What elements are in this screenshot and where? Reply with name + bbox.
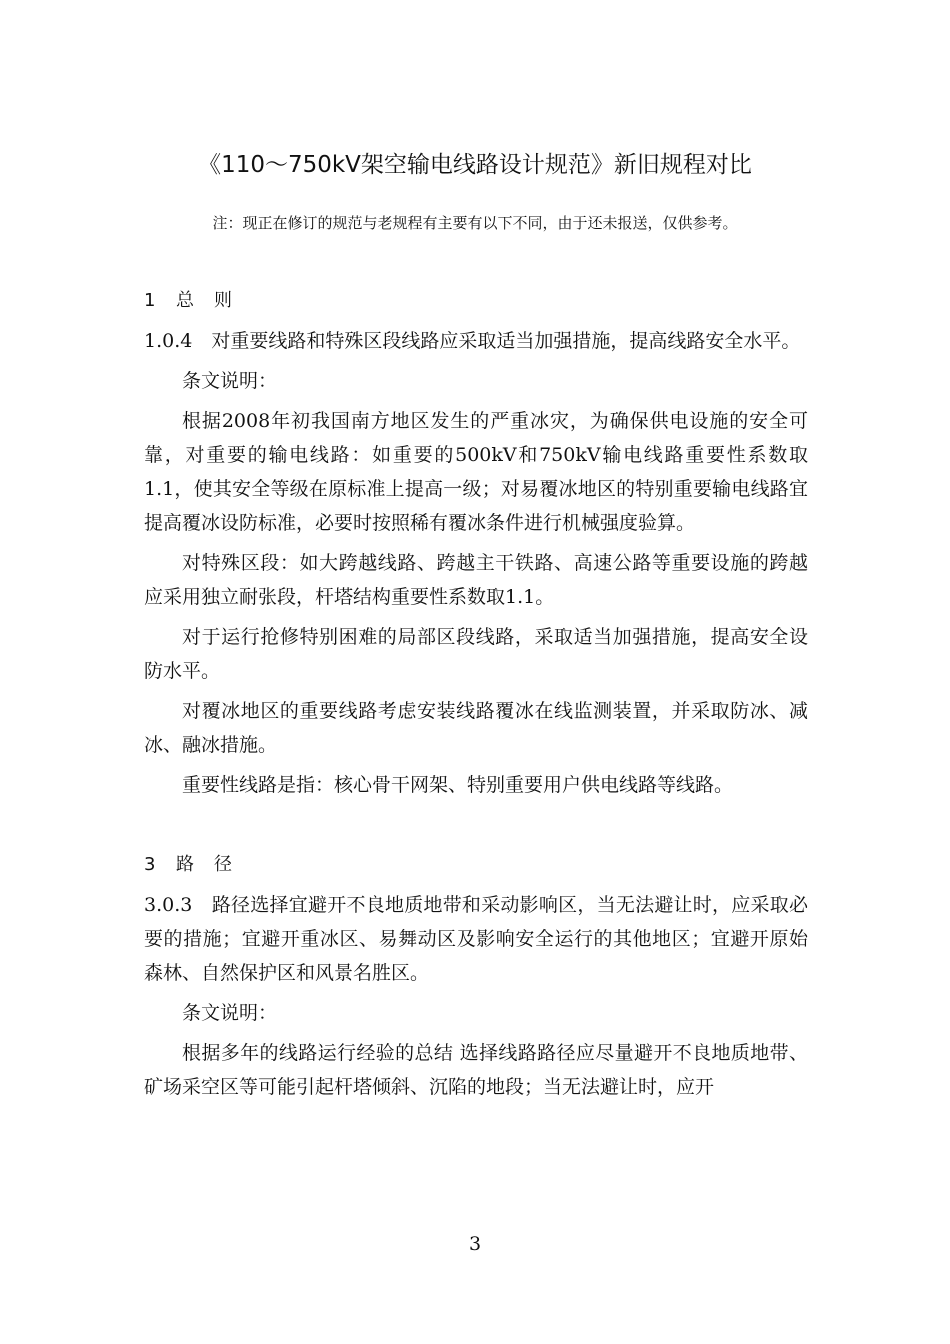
explanation-paragraph: 对特殊区段：如大跨越线路、跨越主干铁路、高速公路等重要设施的跨越应采用独立耐张段，杆塔结构重要性系数取1.1。	[144, 552, 808, 608]
page-number: 3	[468, 1233, 482, 1255]
section-number: 1	[144, 290, 156, 311]
clause-1-0-4: 1.0.4 对重要线路和特殊区段线路应采取适当加强措施，提高线路安全水平。	[144, 330, 801, 352]
section-title-char: 路	[176, 854, 194, 875]
document-note: 注：现正在修订的规范与老规程有主要有以下不同，由于还未报送，仅供参考。	[212, 214, 738, 232]
section-heading-route	[144, 848, 808, 882]
section-number: 3	[144, 854, 156, 875]
document-title: 《110～750kV架空输电线路设计规范》新旧规程对比	[198, 152, 752, 178]
explanation-label: 条文说明：	[182, 370, 278, 392]
explanation-paragraph: 对于运行抢修特别困难的局部区段线路，采取适当加强措施，提高安全设防水平。	[144, 626, 808, 682]
clause-3-0-3: 3.0.3 路径选择宜避开不良地质地带和采动影响区，当无法避让时，应采取必要的措施；宜避开重冰区、易舞动区及影响安全运行的其他地区；宜避开原始森林、自然保护区和风景名胜区。	[144, 894, 808, 984]
explanation-paragraph: 对覆冰地区的重要线路考虑安装线路覆冰在线监测装置，并采取防冰、减冰、融冰措施。	[144, 700, 808, 756]
section-title-char: 径	[214, 854, 232, 875]
explanation-paragraph: 根据2008年初我国南方地区发生的严重冰灾，为确保供电设施的安全可靠，对重要的输电线路：如重要的500kV和750kV输电线路重要性系数取1.1，使其安全等级在原标准上提高一级；对易覆冰地区的特别重要输电线路宜提高覆冰设防标准，必要时按照稀有覆冰条件进行机械强度验算。	[144, 410, 808, 534]
section-title-char: 则	[214, 290, 232, 311]
explanation-paragraph: 重要性线路是指：核心骨干网架、特别重要用户供电线路等线路。	[182, 774, 734, 796]
explanation-paragraph: 根据多年的线路运行经验的总结 选择线路路径应尽量避开不良地质地带、矿场采空区等可能引起杆塔倾斜、沉陷的地段；当无法避让时，应开	[144, 1042, 808, 1098]
document-body	[144, 284, 808, 1110]
section-title-char: 总	[176, 290, 194, 311]
section-heading-general	[144, 284, 808, 318]
explanation-label: 条文说明：	[182, 1002, 278, 1024]
section-gap	[144, 808, 808, 848]
